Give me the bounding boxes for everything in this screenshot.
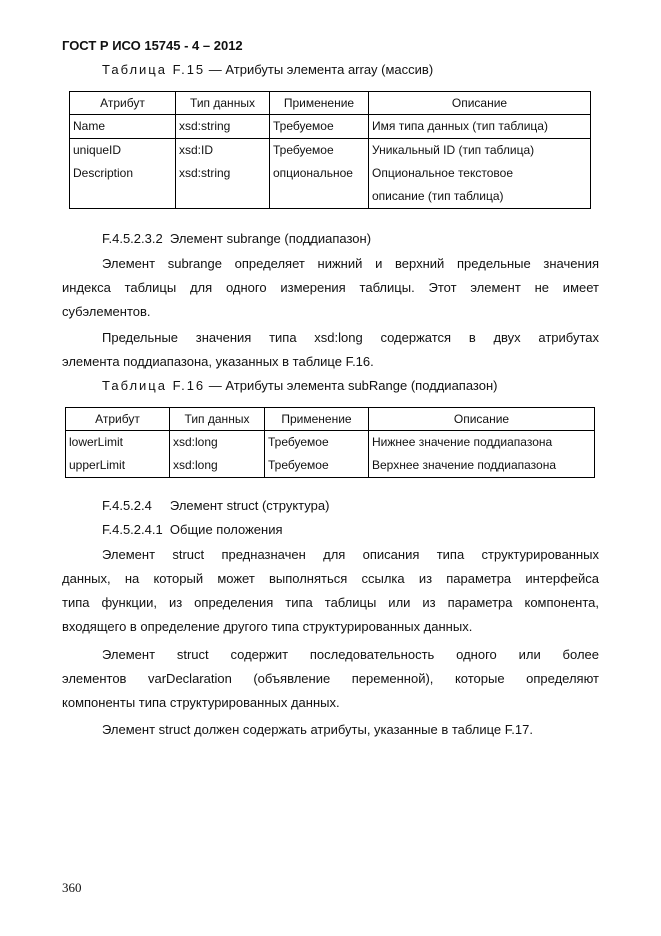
section-heading: F.4.5.2.4 Элемент struct (структура) — [102, 498, 330, 513]
paragraph-struct-contents — [62, 643, 599, 715]
table15-caption — [102, 62, 433, 77]
paragraph-struct-purpose — [62, 543, 599, 639]
table-cell: Требуемое — [265, 454, 369, 478]
table-cell: Верхнее значение поддиапазона — [369, 454, 595, 478]
table-cell: xsd:long — [170, 454, 265, 478]
table-row — [66, 454, 595, 478]
paragraph-line: Элемент struct предназначен для описания типа структурированных — [102, 547, 599, 562]
table-cell: xsd:long — [170, 431, 265, 455]
table16-caption-label: Таблица F.16 — [102, 378, 206, 393]
paragraph-line: субэлементов. — [62, 304, 151, 319]
paragraph-line: входящего в определение другого типа структурированных данных. — [62, 619, 473, 634]
table-cell: Требуемое — [265, 431, 369, 455]
table-cell: Нижнее значение поддиапазона — [369, 431, 595, 455]
paragraph-line: Элемент subrange определяет нижний и верхний предельные значения — [102, 256, 599, 271]
table-cell: Требуемое — [270, 115, 369, 139]
table15-caption-label: Таблица F.15 — [102, 62, 206, 77]
paragraph-limits — [62, 326, 599, 374]
paragraph-subrange — [62, 252, 599, 324]
table-header-row — [70, 92, 591, 115]
table-f15 — [69, 91, 591, 209]
column-header: Тип данных — [176, 92, 270, 115]
table-cell: Опциональное текстовое — [369, 162, 591, 185]
table-row — [66, 431, 595, 455]
table-row — [70, 185, 591, 209]
paragraph-line: элемента поддиапазона, указанных в таблице F.16. — [62, 354, 374, 369]
table15-caption-text: — Атрибуты элемента array (массив) — [205, 62, 434, 77]
paragraph-line: компоненты типа структурированных данных. — [62, 695, 340, 710]
table-cell — [270, 185, 369, 209]
table16-caption — [102, 378, 497, 393]
table-cell — [70, 185, 176, 209]
paragraph-line: данных, на который может выполняться ссылка из параметра интерфейса — [62, 571, 599, 586]
table-row — [70, 115, 591, 139]
table-cell: xsd:ID — [176, 139, 270, 163]
column-header: Описание — [369, 408, 595, 431]
column-header: Атрибут — [66, 408, 170, 431]
table-cell: upperLimit — [66, 454, 170, 478]
table-cell: xsd:string — [176, 162, 270, 185]
column-header: Тип данных — [170, 408, 265, 431]
table-cell: Description — [70, 162, 176, 185]
table-f16 — [65, 407, 595, 478]
table-cell: lowerLimit — [66, 431, 170, 455]
table-row — [70, 162, 591, 185]
paragraph-line: типа функции, из определения типа таблицы или из параметра компонента, — [62, 595, 599, 610]
column-header: Описание — [369, 92, 591, 115]
paragraph-line: элементов varDeclaration (объявление переменной), которые определяют — [62, 671, 599, 686]
table-cell: uniqueID — [70, 139, 176, 163]
table-cell: Name — [70, 115, 176, 139]
table16-caption-text: — Атрибуты элемента subRange (поддиапазон) — [205, 378, 498, 393]
column-header: Применение — [270, 92, 369, 115]
table-cell — [176, 185, 270, 209]
table-cell: Имя типа данных (тип таблица) — [369, 115, 591, 139]
table-header-row — [66, 408, 595, 431]
table-cell: опциональное — [270, 162, 369, 185]
paragraph-line: индекса таблицы для одного измерения таблицы. Этот элемент не имеет — [62, 280, 599, 295]
paragraph-line: Элемент struct содержит последовательность одного или более — [102, 647, 599, 662]
table-cell: описание (тип таблица) — [369, 185, 591, 209]
table-cell: Уникальный ID (тип таблица) — [369, 139, 591, 163]
table-cell: Требуемое — [270, 139, 369, 163]
section-heading: F.4.5.2.3.2 Элемент subrange (поддиапазон) — [102, 231, 372, 246]
column-header: Применение — [265, 408, 369, 431]
paragraph-line: Предельные значения типа xsd:long содержатся в двух атрибутах — [102, 330, 599, 345]
section-heading: F.4.5.2.4.1 Общие положения — [102, 522, 283, 537]
table-cell: xsd:string — [176, 115, 270, 139]
page-number: 360 — [62, 880, 82, 895]
paragraph-struct-attributes: Элемент struct должен содержать атрибуты, указанные в таблице F.17. — [102, 722, 533, 737]
column-header: Атрибут — [70, 92, 176, 115]
document-header: ГОСТ Р ИСО 15745 - 4 – 2012 — [62, 38, 243, 53]
table-row — [70, 139, 591, 163]
